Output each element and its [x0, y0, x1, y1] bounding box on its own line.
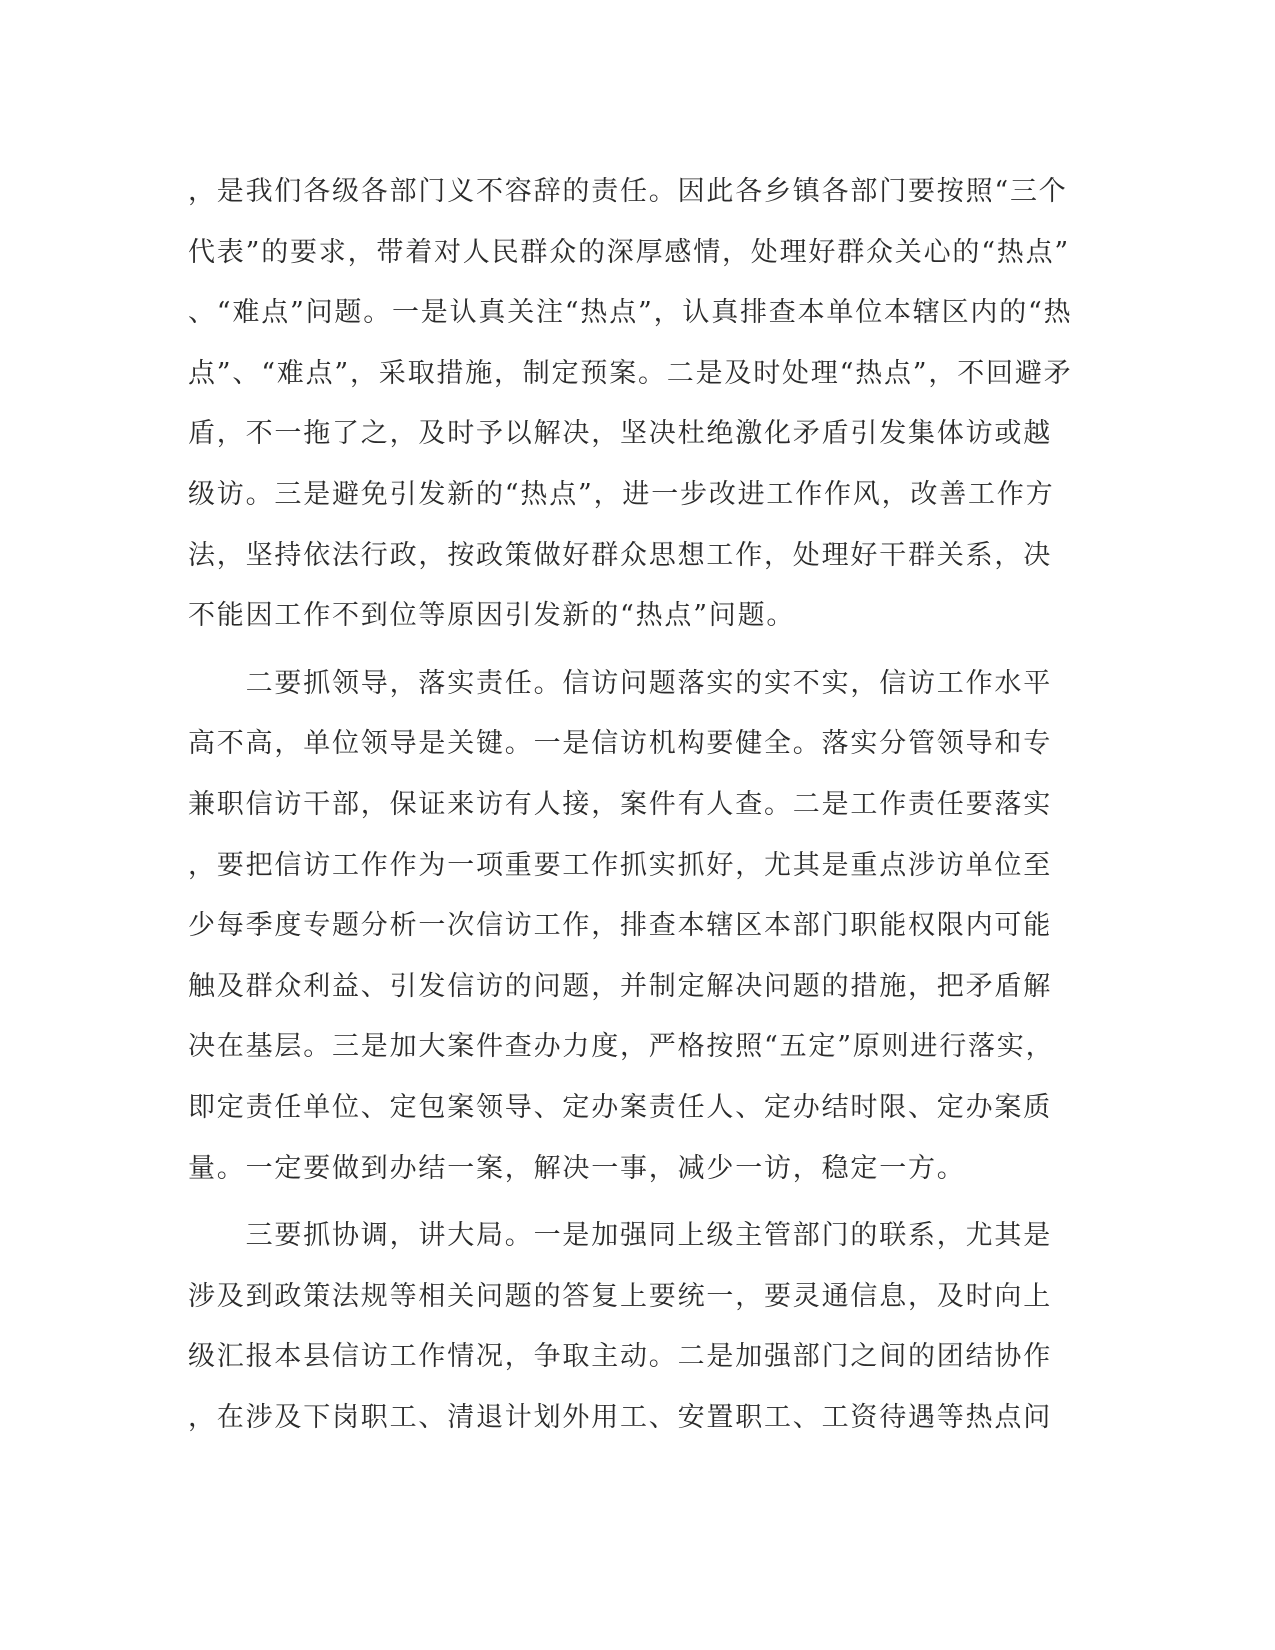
text-line-2: 代表”的要求，带着对人民群众的深厚感情，处理好群众关心的“热点”: [188, 236, 1071, 268]
text-line-6: 级访。三是避免引发新的“热点”，进一步改进工作作风，改善工作方: [188, 478, 1055, 510]
text-line-14: 触及群众利益、引发信访的问题，并制定解决问题的措施，把矛盾解: [188, 970, 1052, 1002]
text-line-5: 盾，不一拖了之，及时予以解决，坚决杜绝激化矛盾引发集体访或越: [188, 418, 1052, 450]
text-line-17: 量。一定要做到办结一案，解决一事，减少一访，稳定一方。: [188, 1152, 966, 1184]
text-line-3: 、“难点”问题。一是认真关注“热点”，认真排查本单位本辖区内的“热: [188, 297, 1073, 329]
text-line-16: 即定责任单位、定包案领导、定办案责任人、定办结时限、定办案质: [188, 1091, 1052, 1123]
text-line-21: ，在涉及下岗职工、清退计划外用工、安置职工、工资待遇等热点问: [188, 1401, 1052, 1433]
text-line-19: 涉及到政策法规等相关问题的答复上要统一，要灵通信息，及时向上: [188, 1280, 1052, 1312]
text-line-13: 少每季度专题分析一次信访工作，排查本辖区本部门职能权限内可能: [188, 910, 1052, 942]
document-body: [188, 162, 1088, 1448]
text-line-11: 兼职信访干部，保证来访有人接，案件有人查。二是工作责任要落实: [188, 788, 1052, 820]
text-line-12: ，要把信访工作作为一项重要工作抓实抓好，尤其是重点涉访单位至: [188, 849, 1052, 881]
paragraph-gap: [188, 647, 1088, 654]
text-line-18: 三要抓协调，讲大局。一是加强同上级主管部门的联系，尤其是: [188, 1220, 1052, 1252]
text-line-10: 高不高，单位领导是关键。一是信访机构要健全。落实分管领导和专: [188, 728, 1052, 760]
text-line-7: 法，坚持依法行政，按政策做好群众思想工作，处理好干群关系，决: [188, 539, 1052, 571]
text-line-1: ，是我们各级各部门义不容辞的责任。因此各乡镇各部门要按照“三个: [188, 176, 1068, 207]
text-line-4: 点”、“难点”，采取措施，制定预案。二是及时处理“热点”，不回避矛: [188, 357, 1073, 389]
text-line-9: 二要抓领导，落实责任。信访问题落实的实不实，信访工作水平: [188, 667, 1052, 699]
text-line-20: 级汇报本县信访工作情况，争取主动。二是加强部门之间的团结协作: [188, 1341, 1052, 1373]
paragraph-gap: [188, 1199, 1088, 1206]
text-line-15: 决在基层。三是加大案件查办力度，严格按照“五定”原则进行落实，: [188, 1031, 1055, 1063]
text-line-8: 不能因工作不到位等原因引发新的“热点”问题。: [188, 600, 796, 632]
